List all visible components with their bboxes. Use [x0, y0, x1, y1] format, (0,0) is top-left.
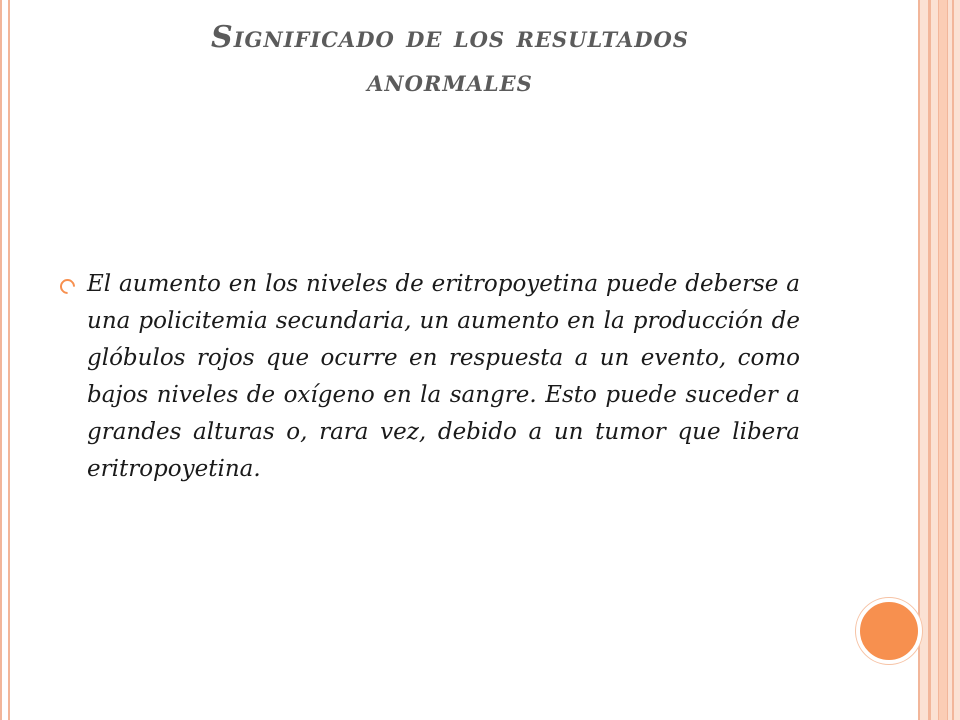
orange-circle-decoration — [856, 598, 922, 664]
slide-title: Significado de los resultados anormales — [211, 20, 689, 99]
decorative-stripe — [952, 0, 954, 720]
left-border-decoration — [0, 0, 10, 720]
right-side-decoration — [918, 0, 960, 720]
decorative-stripe — [938, 0, 948, 720]
bullet-icon — [57, 276, 78, 297]
bullet-list — [60, 266, 800, 488]
decorative-stripe — [918, 0, 920, 720]
bullet-text: El aumento en los niveles de eritropoyetina puede deberse a una policitemia secundaria, un aumento en la producción de glóbulos rojos que ocurre en respuesta a un evento, como bajos niveles de oxígeno en la sangre. Esto puede suceder a grandes alturas o, rara vez, debido a un tumor que libera eritropoyetina. — [87, 271, 800, 482]
decorative-stripe — [928, 0, 931, 720]
list-item — [60, 266, 800, 488]
